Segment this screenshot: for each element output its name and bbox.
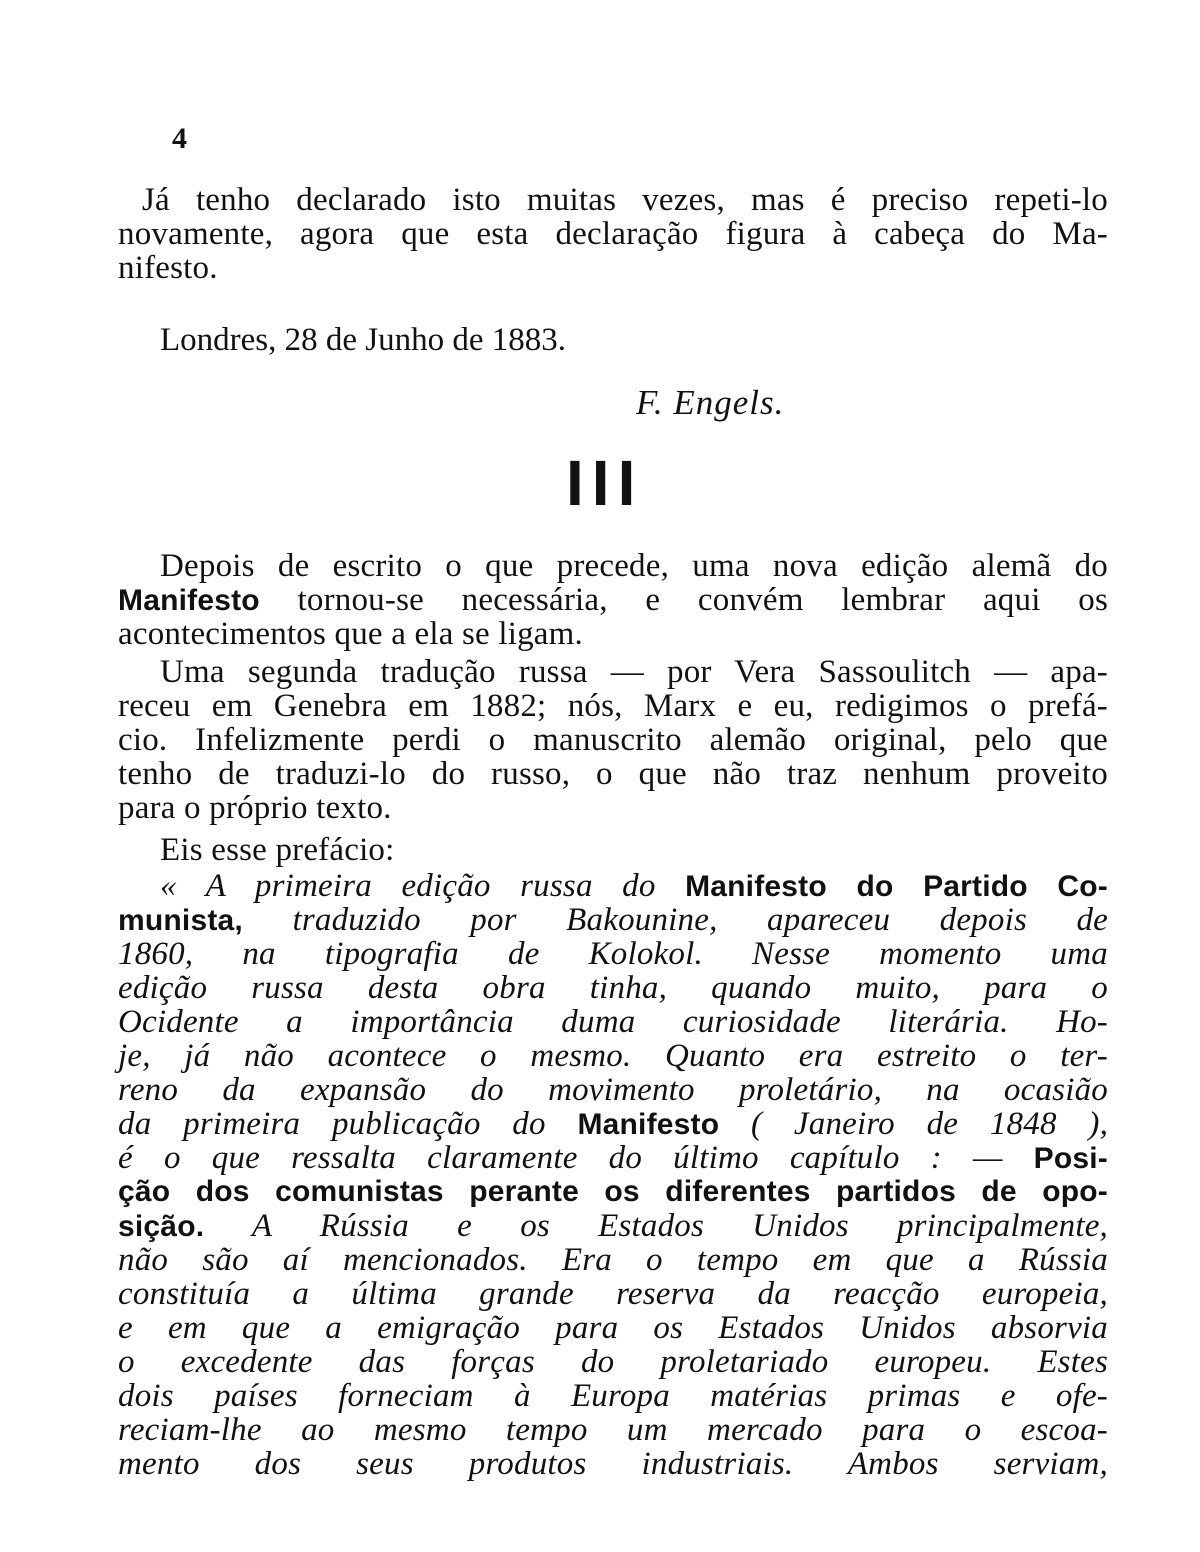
title-reference: munista,: [118, 904, 243, 937]
section-heading: III: [566, 447, 644, 519]
text-line: edição russa desta obra tinha, quando muito, para o: [118, 970, 1108, 1006]
text-line: Depois de escrito o que precede, uma nova edição alemã do: [160, 548, 1108, 584]
place-date: Londres, 28 de Junho de 1883.: [160, 322, 567, 358]
text-line: [118, 583, 1108, 617]
text-line: je, já não acontece o mesmo. Quanto era estreito o ter-: [118, 1038, 1108, 1074]
quoted-preface: [118, 869, 1108, 1481]
text-fragment: tornou-se necessária, e convém lembrar aqui os: [297, 582, 1109, 618]
text-line: dois países forneciam à Europa matérias primas e ofe-: [118, 1378, 1108, 1414]
paragraph-2: [118, 655, 1108, 825]
title-reference: Manifesto: [118, 584, 260, 617]
text-fragment: ( Janeiro de 1848 ),: [750, 1106, 1109, 1142]
text-line: constituía a última grande reserva da reacção europeia,: [118, 1276, 1108, 1312]
text-line: para o próprio texto.: [118, 790, 392, 826]
signature: F. Engels.: [636, 383, 785, 422]
text-fragment: A Rússia e os Estados Unidos principalmente,: [251, 1208, 1108, 1244]
text-line: e em que a emigração para os Estados Unidos absorvia: [118, 1310, 1108, 1346]
title-reference: sição.: [118, 1210, 205, 1243]
text-line: Ocidente a importância duma curiosidade literária. Ho-: [118, 1004, 1108, 1040]
text-line: ção dos comunistas perante os diferentes partidos de opo-: [118, 1175, 1108, 1208]
text-fragment: é o que ressalta claramente do último capítulo : —: [118, 1140, 1003, 1176]
text-line: [118, 1141, 1108, 1175]
page-number: 4: [172, 122, 187, 155]
text-line: nifesto.: [118, 250, 218, 286]
paragraph-1: [118, 549, 1108, 651]
title-reference: Posi-: [1033, 1142, 1108, 1175]
text-line: 1860, na tipografia de Kolokol. Nesse momento uma: [118, 936, 1108, 972]
text-fragment: traduzido por Bakounine, apareceu depois de: [292, 902, 1109, 938]
text-fragment: « A primeira edição russa do: [160, 868, 656, 904]
text-line: acontecimentos que a ela se ligam.: [118, 616, 583, 652]
text-line: o excedente das forças do proletariado europeu. Estes: [118, 1344, 1108, 1380]
text-line: tenho de traduzi-lo do russo, o que não traz nenhum proveito: [118, 756, 1108, 792]
text-line: [118, 903, 1108, 937]
text-line: Já tenho declarado isto muitas vezes, mas é preciso repeti-lo: [142, 182, 1108, 218]
paragraph-3: [118, 833, 1108, 867]
text-line: novamente, agora que esta declaração figura à cabeça do Ma-: [118, 216, 1108, 252]
text-line: reno da expansão do movimento proletário, na ocasião: [118, 1072, 1108, 1108]
text-line: mento dos seus produtos industriais. Ambos serviam,: [118, 1446, 1108, 1482]
intro-paragraph: [118, 183, 1108, 285]
text-fragment: da primeira publicação do: [118, 1106, 546, 1142]
text-line: receu em Genebra em 1882; nós, Marx e eu, redigimos o prefá-: [118, 688, 1108, 724]
text-line: Eis esse prefácio:: [160, 832, 395, 868]
text-line: cio. Infelizmente perdi o manuscrito alemão original, pelo que: [118, 722, 1108, 758]
title-reference: Manifesto: [577, 1108, 720, 1141]
text-line: [118, 869, 1108, 903]
text-line: [118, 1107, 1108, 1141]
title-reference: Manifesto do Partido Co-: [685, 870, 1108, 903]
text-line: não são aí mencionados. Era o tempo em que a Rússia: [118, 1242, 1108, 1278]
text-line: Uma segunda tradução russa — por Vera Sassoulitch — apa-: [160, 654, 1108, 690]
text-line: reciam-lhe ao mesmo tempo um mercado para o escoa-: [118, 1412, 1108, 1448]
text-line: [118, 1209, 1108, 1243]
